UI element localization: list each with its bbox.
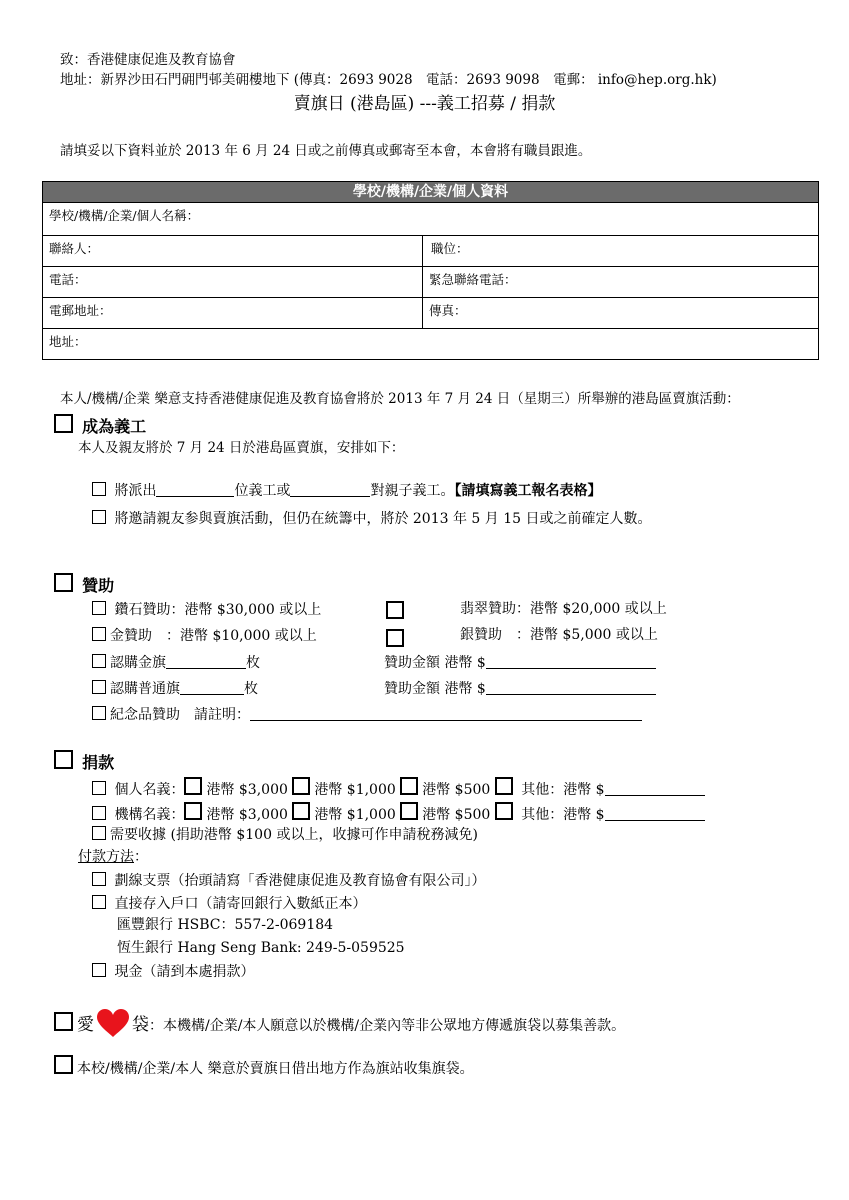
sponsor-checkbox[interactable]	[54, 573, 73, 592]
venue-text: 本校/機構/企業/本人 樂意於賣旗日借出地方作為旗站收集旗袋。	[77, 1061, 474, 1077]
option1-text-b: 位義工或	[234, 483, 291, 499]
silver-sponsor-option	[386, 629, 408, 652]
option1-text-c: 對親子義工。	[370, 483, 455, 499]
volunteer-count-checkbox[interactable]	[92, 482, 106, 496]
personal-1000-text: 港幣 $1,000	[314, 782, 396, 798]
gold-checkbox[interactable]	[92, 627, 106, 641]
payment-method-heading	[78, 849, 148, 867]
personal-500-text: 港幣 $500	[422, 782, 491, 798]
payment-method-colon: ：	[134, 849, 148, 865]
address-line: 地址：新界沙田石門砽門邨美砽樓地下 (傳真：2693 9028 電話：2693 9098 電郵： info@hep.org.hk)	[60, 72, 717, 88]
love-bag-suffix: 袋	[132, 1015, 149, 1035]
personal-1000-checkbox[interactable]	[292, 777, 310, 795]
recipient-line: 致：香港健康促進及教育協會	[60, 52, 236, 68]
regular-flag-text: 認購普通旗	[110, 681, 180, 697]
org-checkbox[interactable]	[92, 806, 106, 820]
personal-500-checkbox[interactable]	[400, 777, 418, 795]
souvenir-text: 紀念品贊助 請註明：	[110, 707, 250, 723]
receipt-text: 需要收據 (捐助港幣 $100 或以上，收據可作申請稅務減免)	[110, 827, 478, 843]
support-statement: 本人/機構/企業 樂意支持香港健康促進及教育協會將於 2013 年 7 月 24 日（星期三）所舉辦的港島區賣旗活動：	[60, 391, 740, 407]
love-bag-prefix: 愛	[77, 1015, 94, 1035]
gold-sponsor-option	[92, 627, 317, 646]
position-field[interactable]	[423, 236, 475, 266]
phone-label: 電話：	[49, 272, 87, 287]
org-label: 機構名義：	[114, 807, 185, 823]
silver-sponsor-text: 銀贊助 ：港幣 $5,000 或以上	[460, 627, 658, 643]
personal-other-blank[interactable]	[605, 781, 705, 796]
diamond-checkbox[interactable]	[92, 601, 106, 615]
venue-option	[54, 1055, 474, 1079]
gold-flag-unit: 枚	[246, 655, 260, 671]
family-count-blank[interactable]	[290, 482, 370, 497]
gold-flag-option	[92, 654, 260, 673]
personal-checkbox[interactable]	[92, 781, 106, 795]
name-field[interactable]	[43, 203, 818, 235]
personal-other-checkbox[interactable]	[495, 777, 513, 795]
hsbc-account: 匯豐銀行 HSBC：557-2-069184	[117, 917, 334, 933]
love-bag-checkbox[interactable]	[54, 1012, 73, 1031]
deposit-text: 直接存入戶口（請寄回銀行入數紙正本）	[114, 896, 367, 912]
volunteer-option-count	[92, 482, 601, 501]
regular-flag-amount-label: 贊助金額 港幣 $	[384, 681, 486, 697]
diamond-text: 鑽石贊助：港幣 $30,000 或以上	[114, 602, 322, 618]
volunteer-title-text: 成為義工	[82, 417, 147, 436]
love-bag-option	[54, 1008, 625, 1038]
org-donation-row	[92, 802, 705, 825]
org-1000-checkbox[interactable]	[292, 802, 310, 820]
heart-icon	[96, 1008, 130, 1038]
org-other-checkbox[interactable]	[495, 802, 513, 820]
gold-flag-text: 認購金旗	[110, 655, 166, 671]
donation-checkbox[interactable]	[54, 750, 73, 769]
position-label: 職位：	[431, 241, 469, 256]
contact-label: 聯絡人：	[49, 241, 100, 256]
jade-sponsor-option	[386, 601, 408, 624]
regular-flag-checkbox[interactable]	[92, 680, 106, 694]
option2-text: 將邀請親友参與賣旗活動，但仍在統籌中，將於 2013 年 5 月 15 日或之前確定人數。	[114, 511, 652, 527]
cash-text: 現金（請到本處捐款）	[114, 964, 255, 980]
personal-label: 個人名義：	[114, 782, 185, 798]
emergency-phone-field[interactable]	[423, 267, 523, 297]
venue-checkbox[interactable]	[54, 1055, 73, 1074]
love-bag-text: ：本機構/企業/本人願意以於機構/企業內等非公眾地方傳遞旗袋以募集善款。	[149, 1018, 626, 1034]
email-label: 電郵地址：	[49, 303, 112, 318]
souvenir-option	[92, 706, 642, 725]
invite-checkbox[interactable]	[92, 510, 106, 524]
donation-title-text: 捐款	[82, 753, 115, 772]
volunteer-section-title	[54, 414, 146, 437]
fax-field[interactable]	[423, 298, 473, 328]
regular-flag-unit: 枚	[244, 681, 258, 697]
regular-flag-amount	[384, 680, 656, 699]
emergency-phone-label: 緊急聯絡電話：	[429, 272, 517, 287]
org-other-blank[interactable]	[605, 806, 705, 821]
deposit-checkbox[interactable]	[92, 895, 106, 909]
option1-text-a: 將派出	[114, 483, 157, 499]
contact-field[interactable]	[43, 236, 423, 266]
diamond-sponsor-option	[92, 601, 321, 620]
receipt-checkbox[interactable]	[92, 826, 106, 840]
personal-3000-checkbox[interactable]	[184, 777, 202, 795]
gold-flag-qty-blank[interactable]	[166, 654, 246, 669]
jade-checkbox[interactable]	[386, 601, 404, 619]
hangseng-account: 恆生銀行 Hang Seng Bank: 249-5-059525	[117, 940, 405, 956]
fax-label: 傳真：	[429, 303, 467, 318]
gold-text: 金贊助 ：港幣 $10,000 或以上	[110, 628, 317, 644]
souvenir-blank[interactable]	[250, 706, 642, 721]
volunteer-option-invite	[92, 510, 652, 529]
phone-field[interactable]	[43, 267, 423, 297]
gold-flag-amount-blank[interactable]	[486, 654, 656, 669]
instruction-line: 請填妥以下資料並於 2013 年 6 月 24 日或之前傳真或郵寄至本會，本會將有職員跟進。	[60, 143, 592, 159]
jade-sponsor-text: 翡翠贊助：港幣 $20,000 或以上	[460, 601, 667, 617]
cheque-checkbox[interactable]	[92, 872, 106, 886]
volunteer-count-blank[interactable]	[156, 482, 234, 497]
cheque-text: 劃線支票（抬頭請寫「香港健康促進及教育協會有限公司」）	[114, 873, 486, 889]
personal-other-text: 其他：港幣 $	[521, 782, 605, 798]
gold-flag-amount	[384, 654, 656, 673]
cash-checkbox[interactable]	[92, 963, 106, 977]
sponsor-title-text: 贊助	[82, 576, 115, 595]
address-label: 地址：	[49, 334, 87, 349]
gold-flag-amount-label: 贊助金額 港幣 $	[384, 655, 486, 671]
silver-checkbox[interactable]	[386, 629, 404, 647]
cheque-option	[92, 872, 485, 891]
info-form-table	[42, 181, 819, 360]
org-3000-checkbox[interactable]	[184, 802, 202, 820]
org-3000-text: 港幣 $3,000	[206, 807, 288, 823]
souvenir-checkbox[interactable]	[92, 706, 106, 720]
regular-flag-qty-blank[interactable]	[180, 680, 244, 695]
gold-flag-checkbox[interactable]	[92, 654, 106, 668]
org-other-text: 其他：港幣 $	[521, 807, 605, 823]
org-1000-text: 港幣 $1,000	[314, 807, 396, 823]
deposit-option	[92, 895, 366, 914]
receipt-option	[92, 826, 478, 845]
name-label: 學校/機構/企業/個人名稱：	[49, 208, 200, 223]
regular-flag-option	[92, 680, 258, 699]
cash-option	[92, 963, 254, 982]
page-title: 賣旗日 (港島區) ---義工招募 / 捐款	[293, 94, 556, 114]
personal-3000-text: 港幣 $3,000	[206, 782, 288, 798]
form-heading: 學校/機構/企業/個人資料	[43, 182, 818, 202]
email-field[interactable]	[43, 298, 423, 328]
address-field[interactable]	[43, 329, 818, 359]
volunteer-checkbox[interactable]	[54, 414, 73, 433]
payment-method-title: 付款方法	[78, 849, 134, 865]
sponsor-section-title	[54, 573, 114, 596]
donation-section-title	[54, 750, 114, 773]
org-500-checkbox[interactable]	[400, 802, 418, 820]
volunteer-form-note: 【請填寫義工報名表格】	[454, 483, 602, 499]
volunteer-description: 本人及親友將於 7 月 24 日於港島區賣旗，安排如下：	[78, 440, 405, 456]
org-500-text: 港幣 $500	[422, 807, 491, 823]
personal-donation-row	[92, 777, 705, 800]
regular-flag-amount-blank[interactable]	[486, 680, 656, 695]
